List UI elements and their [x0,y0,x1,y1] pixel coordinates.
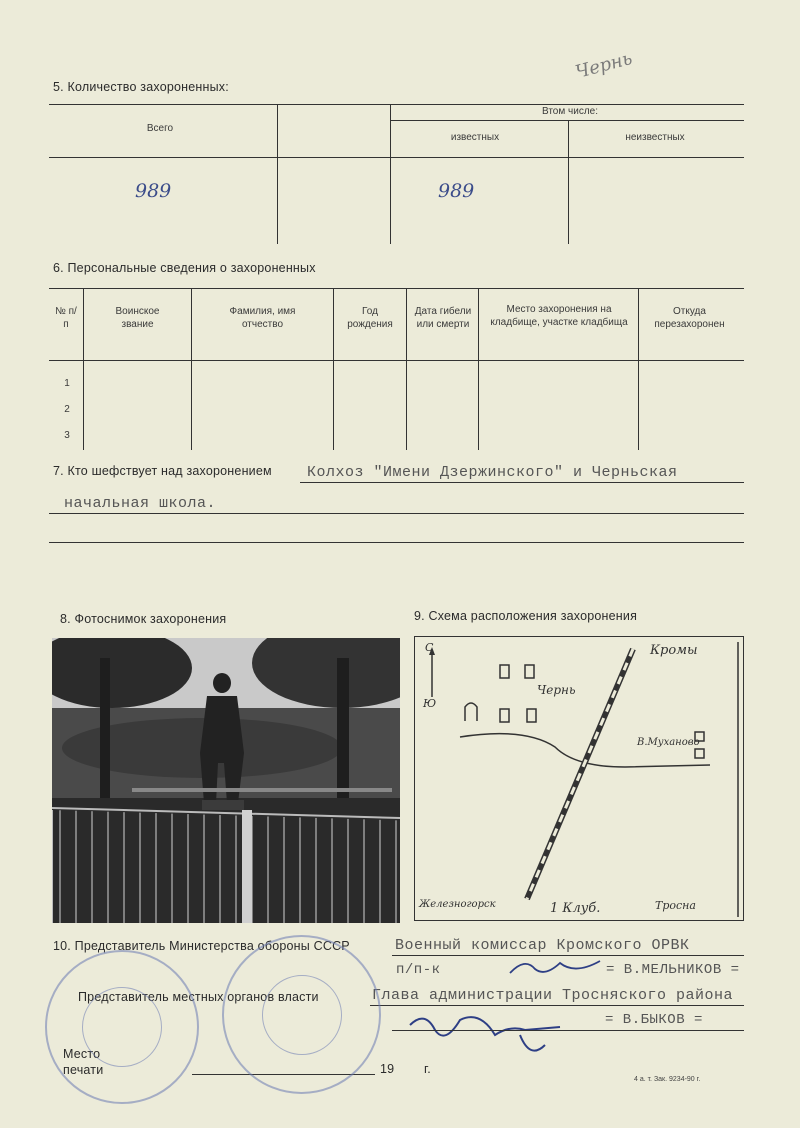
monument-photo-image [52,638,400,923]
section5-title: 5. Количество захороненных: [53,80,229,94]
section6-title: 6. Персональные сведения о захороненных [53,261,316,275]
label-kromy: Кромы [650,643,698,658]
header-name: Фамилия, имя отчество [229,306,296,330]
representative-mod: Военный комиссар Кромского ОРВК [395,937,690,954]
label-trosna: Тросна [655,899,696,912]
header-death: Дата гибели или смерти [414,306,472,330]
table6-divider [83,288,84,450]
section10-label2: Представитель местных органов власти [78,990,319,1004]
stamp-military-commissariat [222,935,381,1094]
patron-line1: Колхоз "Имени Дзержинского" и Черньская [307,464,678,481]
table5-divider [277,104,278,244]
stamp-place-label: Место печати [63,1047,104,1077]
scheme-map [415,637,745,922]
section8-title: 8. Фотоснимок захоронения [60,612,227,626]
location-scheme [414,636,744,921]
table6-top-border [49,288,744,289]
table5-divider [568,120,569,244]
table6-divider [333,288,334,450]
table6-header-bottom [49,360,744,361]
burial-photo [52,638,400,923]
section7-label: 7. Кто шефствует над захоронением [53,464,272,478]
label-chern: Чернь [537,683,576,697]
section10-label: 10. Представитель Министерства обороны СССР [53,939,350,953]
table5-sub-border [390,120,744,121]
compass-north: С [425,641,434,654]
total-value: 989 [135,180,172,202]
col-known-header: известных [450,132,500,143]
mod-signatory: = В.МЕЛЬНИКОВ = [606,962,740,978]
compass-south: Ю [423,697,437,710]
section9-title: 9. Схема расположения захоронения [414,609,638,623]
year-prefix: 19 [380,1062,395,1076]
corner-note: Чернь [573,47,635,84]
table5-divider [390,104,391,244]
table6-divider [191,288,192,450]
col-total-header: Всего [146,123,174,134]
table5-top-border [49,104,744,105]
year-suffix: г. [424,1062,431,1076]
header-num: № п/п [55,306,77,330]
table5-header-bottom [49,157,744,158]
print-info: 4 а. т. Зак. 9234-90 г. [634,1076,701,1083]
signature-1 [505,955,605,979]
local-authority: Глава администрации Тросняского района [372,987,734,1004]
section7-underline [300,482,744,483]
local-signatory: = В.БЫКОВ = [605,1012,703,1028]
signature-mark [505,955,605,979]
header-from: Откуда перезахоронен [654,306,725,330]
patron-line2: начальная школа. [64,495,217,512]
label-zheleznogorsk: Железногорск [419,899,496,910]
header-place: Место захоронения на кладбище, участке кладбища [490,304,628,328]
stamp-administration [45,950,199,1104]
table6-divider [638,288,639,450]
col-unknown-header: неизвестных [625,132,685,143]
section7-underline [49,542,744,543]
table6-divider [478,288,479,450]
col-including-header: Втом числе: [542,106,598,117]
label-klub: 1 Клуб. [550,901,601,916]
signature-2 [400,1005,600,1060]
row-number: 2 [64,404,70,415]
header-rank: Воинское звание [115,306,160,330]
row-number: 1 [64,378,70,389]
rank-abbrev: п/п-к [396,962,441,978]
section7-underline [49,513,744,514]
table6-divider [406,288,407,450]
signature-mark [400,1005,600,1060]
label-mukhanovo: В.Муханово [637,737,700,748]
section10-underline [392,1030,744,1031]
row-number: 3 [64,430,70,441]
header-birth: Год рождения [347,306,393,330]
known-value: 989 [438,180,475,202]
